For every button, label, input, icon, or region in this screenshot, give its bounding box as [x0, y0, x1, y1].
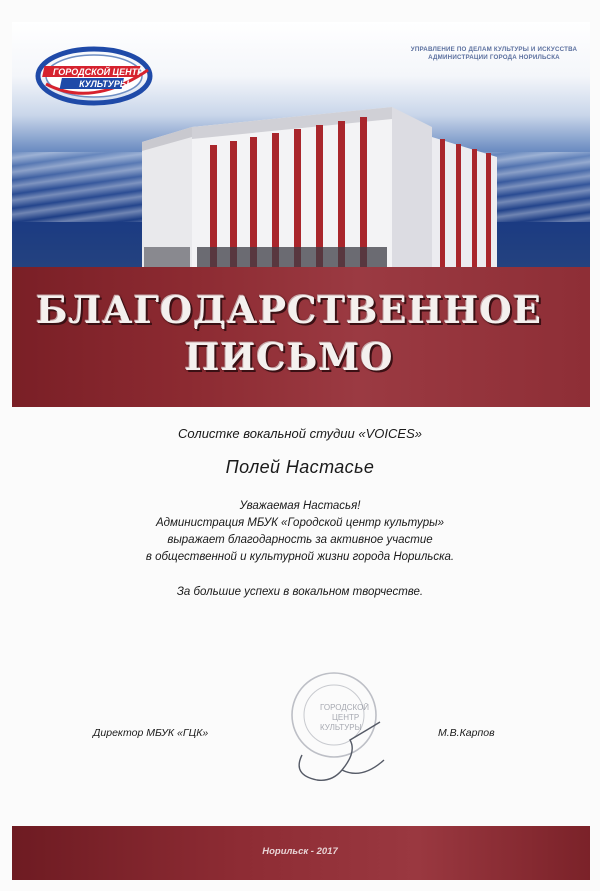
svg-text:ГОРОДСКОЙ: ГОРОДСКОЙ — [320, 703, 370, 712]
svg-text:ЦЕНТР: ЦЕНТР — [332, 713, 360, 722]
signatory-role: Директор МБУК «ГЦК» — [93, 727, 209, 739]
title-line-2: ПИСЬМО — [184, 335, 394, 379]
official-stamp — [272, 660, 402, 790]
admin-line-1: УПРАВЛЕНИЕ ПО ДЕЛАМ КУЛЬТУРЫ И ИСКУССТВА — [410, 46, 578, 53]
message-line: Уважаемая Настасья! — [239, 500, 361, 512]
message-line: Администрация МБУК «Городской центр культуры» — [155, 517, 445, 529]
message-block — [0, 498, 600, 566]
addressee-text: Солистке вокальной студии «VOICES» — [178, 426, 422, 441]
header-banner — [12, 22, 590, 267]
svg-text:КУЛЬТУРЫ: КУЛЬТУРЫ — [320, 723, 362, 732]
message-line: в общественной и культурной жизни города Норильска. — [145, 551, 455, 563]
message-line: выражает благодарность за активное участие — [167, 534, 433, 546]
admin-line-2: АДМИНИСТРАЦИИ ГОРОДА НОРИЛЬСКА — [428, 54, 560, 61]
signatory-name: М.В.Карпов — [438, 727, 495, 739]
recipient-name: Полей Настасье — [225, 457, 375, 477]
logo-line2-text: КУЛЬТУРЫ — [79, 79, 129, 89]
title-line-1: БЛАГОДАРСТВЕННОЕ — [36, 288, 542, 332]
wish-text: За большие успехи в вокальном творчестве. — [176, 586, 424, 598]
footer-city-year: Норильск - 2017 — [262, 846, 338, 857]
logo-line1-text: ГОРОДСКОЙ ЦЕНТР — [52, 67, 144, 77]
administration-caption — [404, 46, 584, 62]
